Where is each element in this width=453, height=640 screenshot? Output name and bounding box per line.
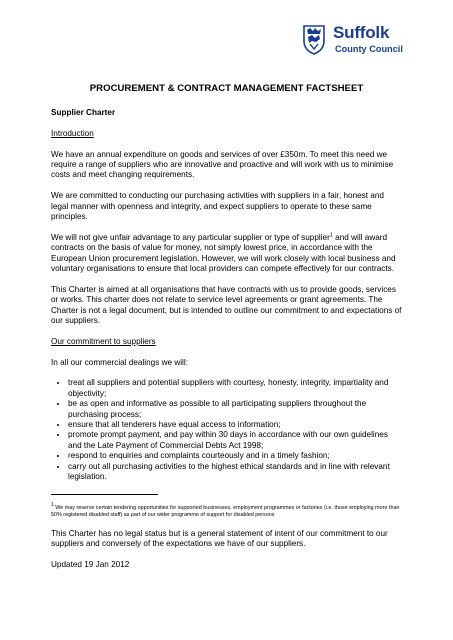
- updated-date: Updated 19 Jan 2012: [51, 560, 130, 570]
- footnote-divider: [51, 494, 158, 495]
- section-heading-introduction: Introduction: [51, 128, 94, 138]
- suffolk-county-council-logo: [303, 23, 441, 63]
- list-item: • promote prompt payment, and pay within 30 days in accordance with our own guidelines and the Late Payment of Commercial Debts Act 1998;: [68, 430, 403, 451]
- paragraph-text: We will not give unfair advantage to any particular supplier or type of supplier: [51, 232, 330, 242]
- paragraph-with-footnote: [51, 233, 403, 275]
- list-item: • treat all suppliers and potential suppliers with courtesy, honesty, integrity, impartiality and objectivity;: [68, 378, 403, 399]
- paragraph: We are committed to conducting our purchasing activities with suppliers in a fair, honest and legal manner with openness and integrity, and expect suppliers to operate to these same principles.: [51, 191, 384, 222]
- footnote-text: We may reserve certain tendering opportunities for supported businesses, employment programmes or factories (i.e. those employing more than 50% registered disabled staff) as part of our wider programme of support for disabled persons: [51, 504, 400, 518]
- logo-name: Suffolk: [333, 23, 390, 42]
- document-body: [51, 108, 403, 581]
- logo-subname: County Council: [335, 44, 403, 54]
- paragraph: In all our commercial dealings we will:: [51, 357, 188, 367]
- paragraph: This Charter is aimed at all organisations that have contracts with us to provide goods, services or works. This charter does not relate to service level agreements or grant agreements. The Charter is not a legal document, but is intended to outline our commitment to and expectations of our suppliers.: [51, 284, 402, 326]
- page-title: PROCUREMENT & CONTRACT MANAGEMENT FACTSHEET: [89, 83, 364, 94]
- list-item: • ensure that all tenderers have equal access to information;: [68, 420, 403, 430]
- footnote: [51, 501, 403, 519]
- paragraph: We have an annual expenditure on goods and services of over £350m. To meet this need we require a range of suppliers who are innovative and proactive and will work with us to minimise costs and meet changing requirements.: [51, 149, 394, 180]
- subtitle: Supplier Charter: [51, 108, 116, 117]
- paragraph-text: and will award contracts on the basis of value for money, not simply lowest price, in accordance with the European Union procurement legislation. However, we will work closely with local business and voluntary organisations to ensure that local providers can compete effectively for our contracts.: [51, 232, 396, 274]
- suffolk-crest-icon: [303, 25, 325, 55]
- commitment-list: [51, 378, 403, 482]
- footnote-number: 1: [51, 501, 54, 508]
- closing-paragraph: This Charter has no legal status but is a general statement of intent of our commitment to our suppliers and conversely of the expectations we have of our suppliers.: [51, 528, 388, 549]
- section-heading-commitment: Our commitment to suppliers: [51, 336, 156, 346]
- footnote-ref: 1: [329, 232, 333, 239]
- list-item: • respond to enquiries and complaints courteously and in a timely fashion;: [68, 451, 403, 461]
- list-item: • be as open and informative as possible to all participating suppliers throughout the purchasing process;: [68, 399, 403, 420]
- list-item: • carry out all purchasing activities to the highest ethical standards and in line with relevant legislation.: [68, 462, 403, 483]
